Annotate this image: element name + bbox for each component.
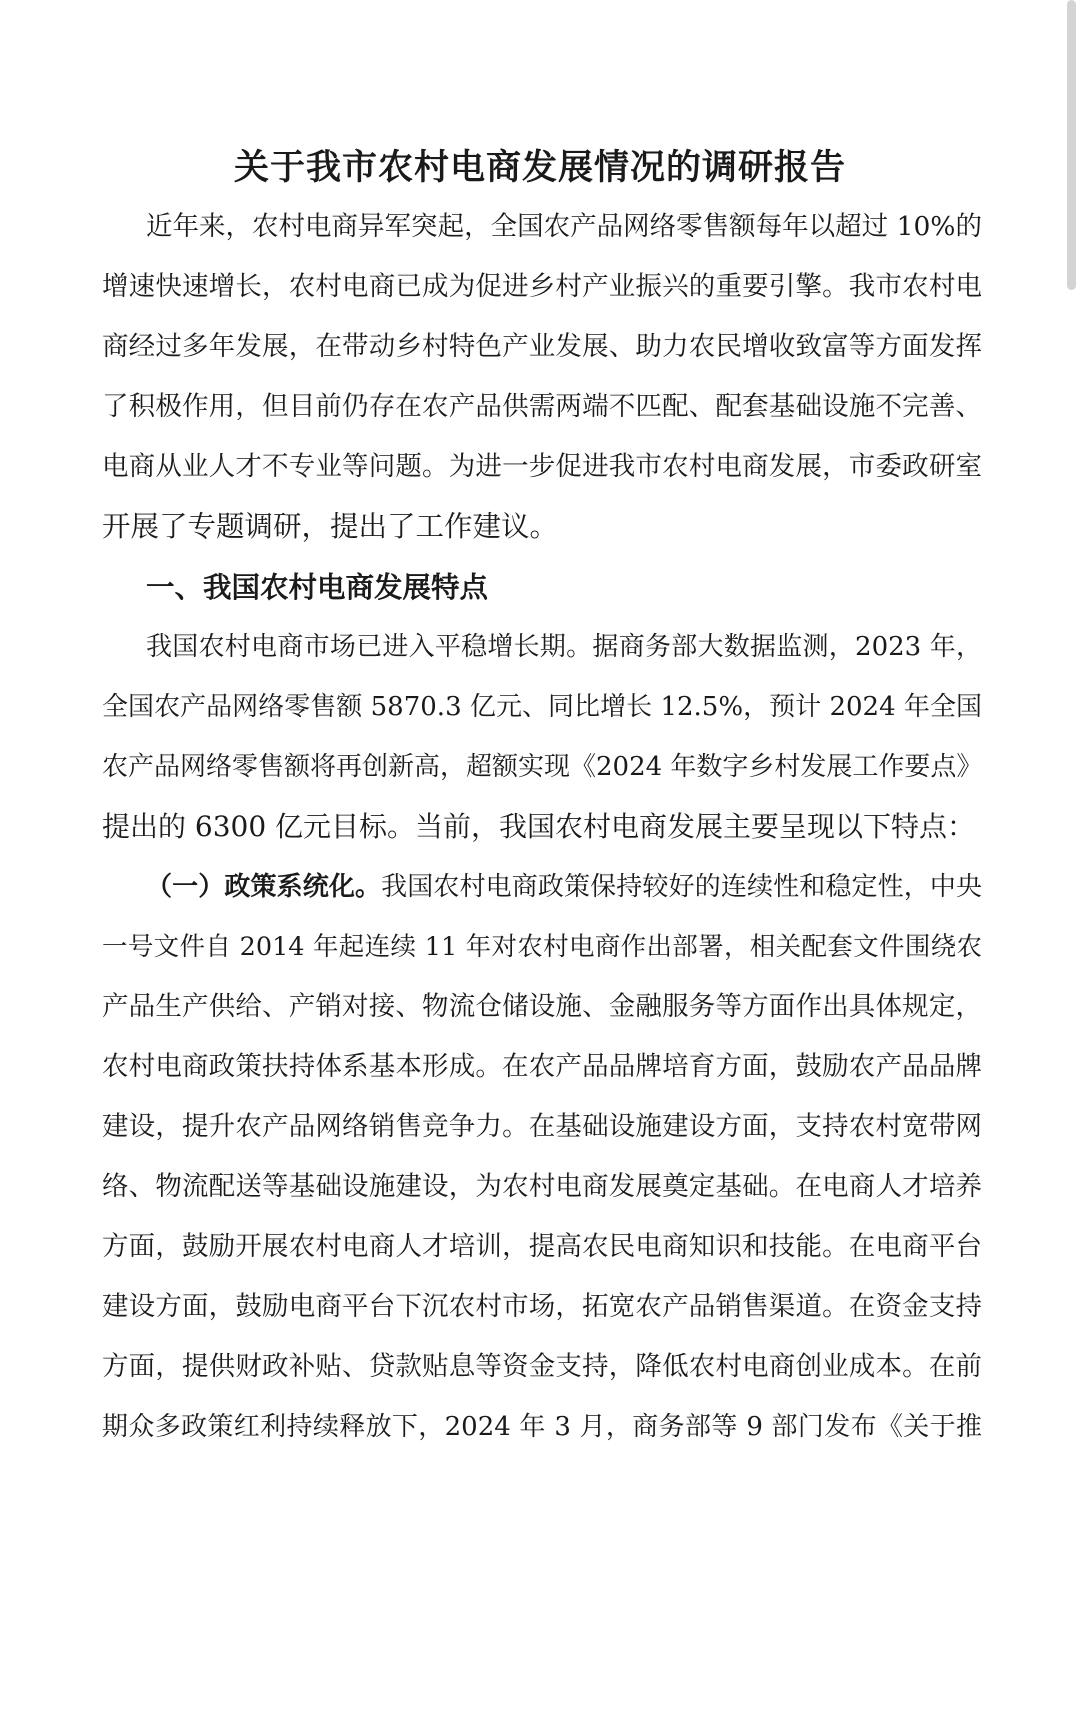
paragraph-line: 一号文件自 2014 年起连续 11 年对农村电商作出部署，相关配套文件围绕农 — [102, 932, 982, 962]
paragraph-line: 方面，提供财政补贴、贷款贴息等资金支持，降低农村电商创业成本。在前 — [102, 1351, 982, 1382]
paragraph-line — [146, 867, 982, 907]
paragraph-line: 农村电商政策扶持体系基本形成。在农产品品牌培育方面，鼓励农产品品牌 — [102, 1051, 982, 1082]
scrollbar[interactable] — [1067, 0, 1076, 290]
paragraph-line: 了积极作用，但目前仍存在农产品供需两端不匹配、配套基础设施不完善、 — [102, 391, 982, 422]
paragraph-line: 商经过多年发展，在带动乡村特色产业发展、助力农民增收致富等方面发挥 — [102, 331, 982, 362]
paragraph-text: 我国农村电商政策保持较好的连续性和稳定性，中央 — [381, 872, 982, 902]
paragraph-line: 方面，鼓励开展农村电商人才培训，提高农民电商知识和技能。在电商平台 — [102, 1231, 982, 1262]
paragraph-line: 电商从业人才不专业等问题。为进一步促进我市农村电商发展，市委政研室 — [102, 451, 982, 482]
document-title: 关于我市农村电商发展情况的调研报告 — [233, 147, 846, 188]
paragraph-line: 全国农产品网络零售额 5870.3 亿元、同比增长 12.5%，预计 2024 年全国 — [102, 692, 982, 722]
paragraph-line: 产品生产供给、产销对接、物流仓储设施、金融服务等方面作出具体规定， — [102, 991, 982, 1022]
paragraph-line: 增速快速增长，农村电商已成为促进乡村产业振兴的重要引擎。我市农村电 — [102, 271, 982, 302]
paragraph-line: 近年来，农村电商异军突起，全国农产品网络零售额每年以超过 10%的 — [146, 211, 982, 242]
section-heading: 一、我国农村电商发展特点 — [146, 570, 489, 604]
paragraph-line: 农产品网络零售额将再创新高，超额实现《2024 年数字乡村发展工作要点》 — [102, 752, 983, 782]
paragraph-line: 建设，提升农产品网络销售竞争力。在基础设施建设方面，支持农村宽带网 — [102, 1111, 982, 1142]
paragraph-line: 我国农村电商市场已进入平稳增长期。据商务部大数据监测，2023 年， — [146, 632, 982, 662]
paragraph-line: 建设方面，鼓励电商平台下沉农村市场，拓宽农产品销售渠道。在资金支持 — [102, 1291, 982, 1322]
paragraph-line: 期众多政策红利持续释放下，2024 年 3 月，商务部等 9 部门发布《关于推 — [102, 1412, 982, 1442]
paragraph-line: 络、物流配送等基础设施建设，为农村电商发展奠定基础。在电商人才培养 — [102, 1171, 982, 1202]
subsection-heading: （一）政策系统化。 — [146, 872, 382, 902]
paragraph-line: 开展了专题调研，提出了工作建议。 — [102, 510, 559, 543]
paragraph-line: 提出的 6300 亿元目标。当前，我国农村电商发展主要呈现以下特点： — [102, 810, 976, 843]
